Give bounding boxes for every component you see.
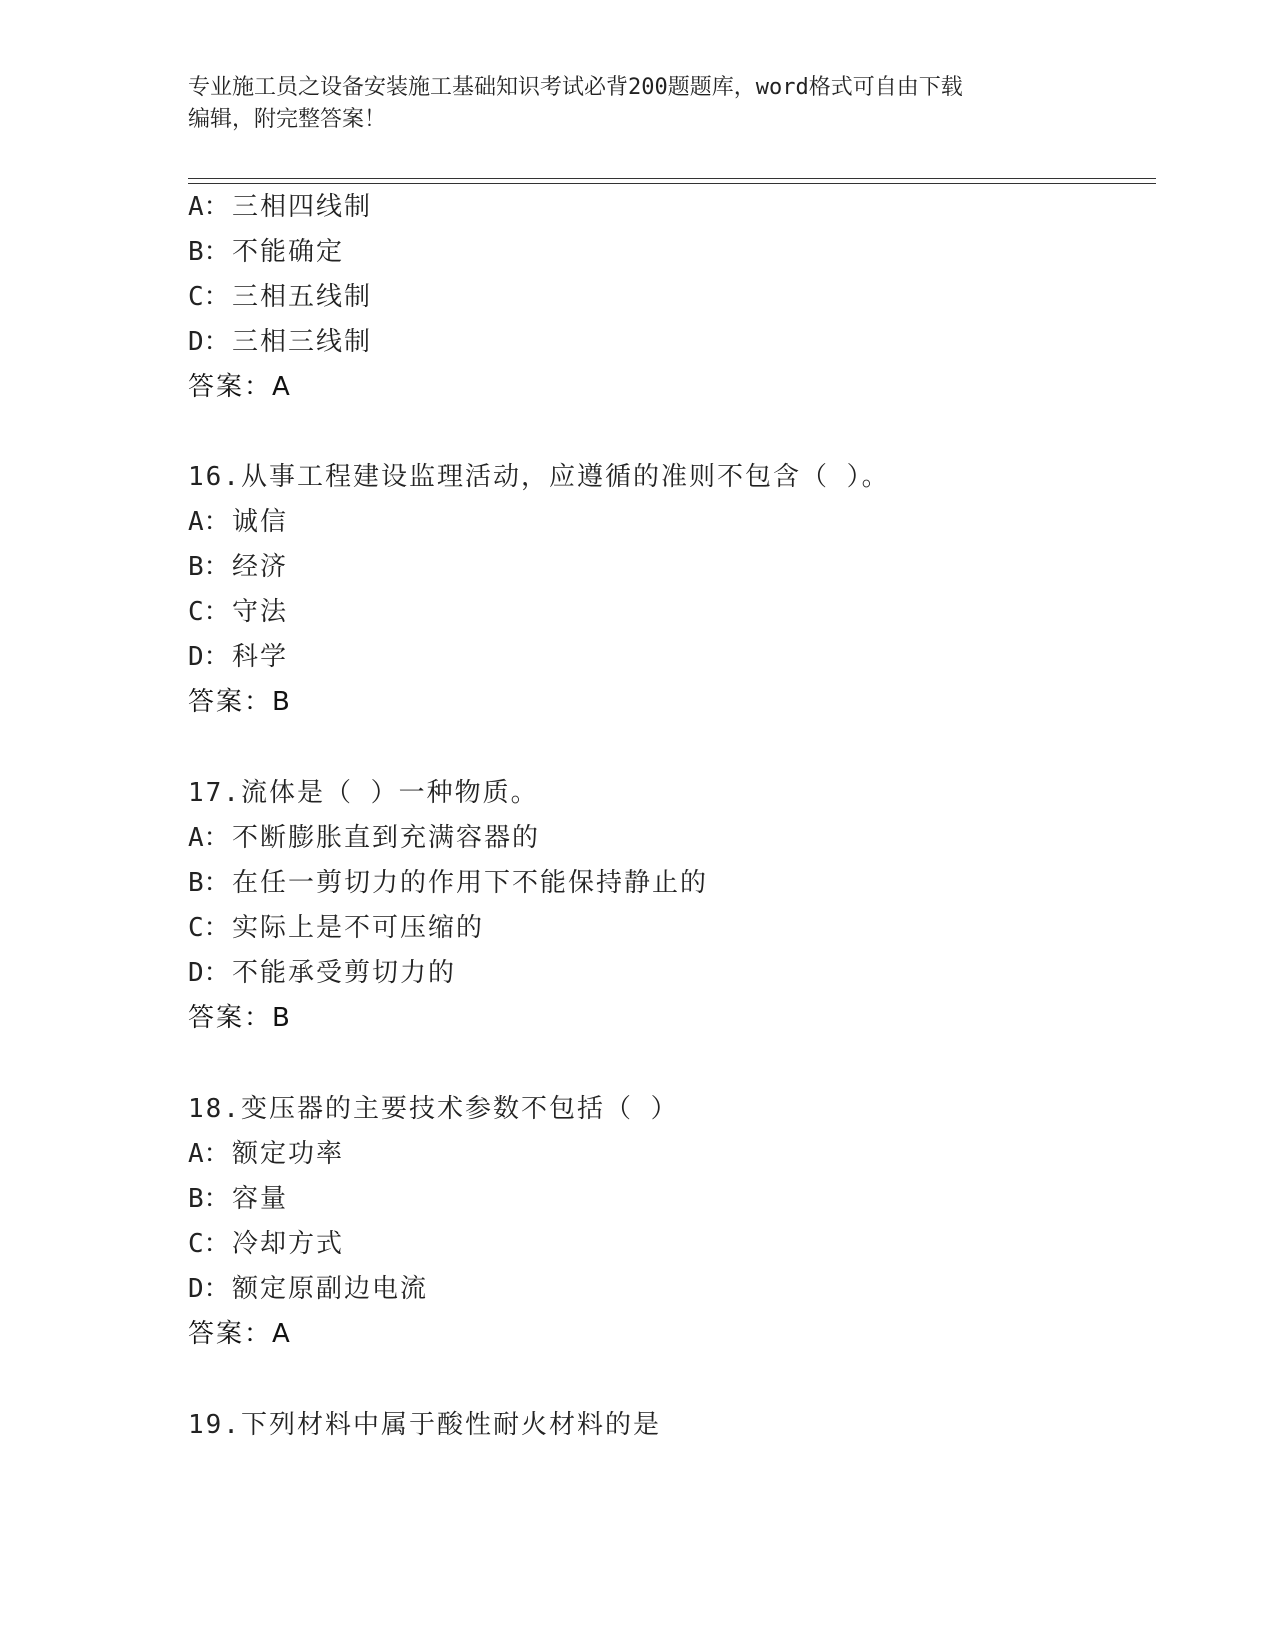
answer-line: 答案：A xyxy=(188,372,292,402)
option-a: A：不断膨胀直到充满容器的 xyxy=(188,823,541,853)
option-d: D：三相三线制 xyxy=(188,327,373,357)
option-b: B：容量 xyxy=(188,1184,289,1214)
header-line-1: 专业施工员之设备安装施工基础知识考试必背200题题库，word格式可自由下载 xyxy=(188,75,963,100)
question-stem: 17.流体是（ ）一种物质。 xyxy=(188,778,539,808)
option-d: D：不能承受剪切力的 xyxy=(188,958,457,988)
document-header xyxy=(188,72,1088,136)
option-d: D：科学 xyxy=(188,642,289,672)
header-line-2: 编辑，附完整答案！ xyxy=(188,107,387,132)
option-d: D：额定原副边电流 xyxy=(188,1274,429,1304)
option-c: C：三相五线制 xyxy=(188,282,373,312)
answer-line: 答案：B xyxy=(188,1003,292,1033)
question-stem: 16.从事工程建设监理活动，应遵循的准则不包含（ ）。 xyxy=(188,462,890,492)
question-stem: 19.下列材料中属于酸性耐火材料的是 xyxy=(188,1410,661,1440)
option-b: B：在任一剪切力的作用下不能保持静止的 xyxy=(188,868,709,898)
option-a: A：三相四线制 xyxy=(188,192,373,222)
answer-line: 答案：A xyxy=(188,1319,292,1349)
option-a: A：额定功率 xyxy=(188,1139,345,1169)
question-stem: 18.变压器的主要技术参数不包括（ ） xyxy=(188,1094,679,1124)
option-a: A：诚信 xyxy=(188,507,289,537)
answer-line: 答案：B xyxy=(188,687,292,717)
option-c: C：守法 xyxy=(188,597,289,627)
option-c: C：冷却方式 xyxy=(188,1229,345,1259)
header-divider-bottom xyxy=(188,183,1156,184)
option-b: B：不能确定 xyxy=(188,237,345,267)
header-divider-top xyxy=(188,178,1156,179)
option-c: C：实际上是不可压缩的 xyxy=(188,913,485,943)
option-b: B：经济 xyxy=(188,552,289,582)
